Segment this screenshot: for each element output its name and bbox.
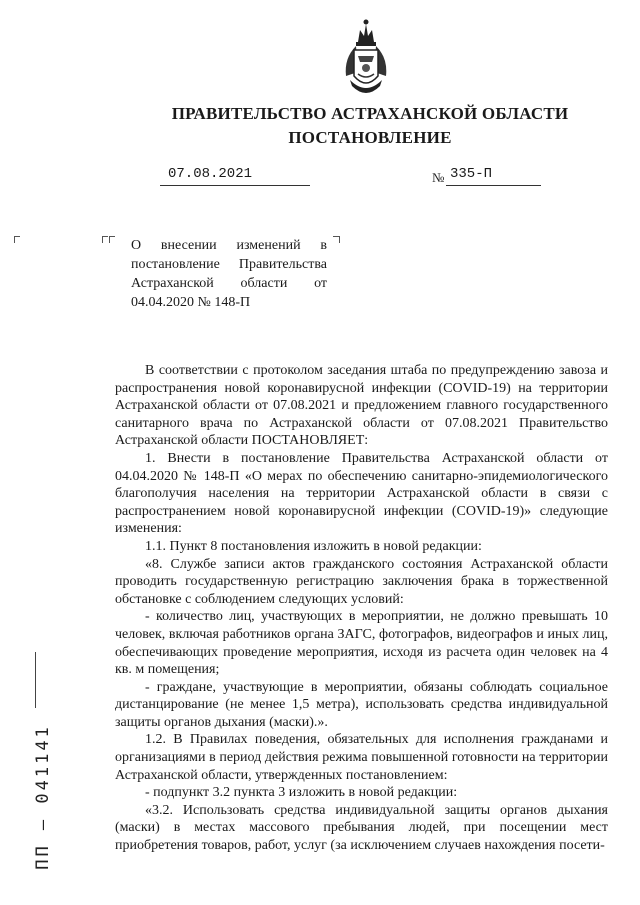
organization-title: ПРАВИТЕЛЬСТВО АСТРАХАНСКОЙ ОБЛАСТИ bbox=[171, 104, 569, 123]
number-underline bbox=[446, 185, 541, 186]
form-serial-number bbox=[28, 712, 58, 882]
body-paragraph: «8. Службе записи актов гражданского состояния Астраханской области проводить государственную регистрацию заключения брака в торжественной обстановке с соблюдением следующих условий: bbox=[115, 556, 608, 607]
subject-corner-mark-right bbox=[333, 236, 340, 243]
margin-corner-mark bbox=[14, 236, 20, 243]
document-subject: О внесении изменений в постановление Правительства Астраханской области от 04.04.2020 № 148-П bbox=[131, 238, 327, 310]
subject-corner-mark-left-2 bbox=[109, 236, 115, 243]
margin-vertical-line bbox=[35, 652, 36, 708]
body-paragraph: - граждане, участвующие в мероприятии, обязаны соблюдать социальное дистанцирование (не менее 1,5 метра), использовать средства индивидуальной защиты органов дыхания (маски).». bbox=[115, 679, 608, 730]
body-paragraph: 1.1. Пункт 8 постановления изложить в новой редакции: bbox=[145, 538, 482, 554]
serial-text: ПП – 041141 bbox=[33, 724, 53, 870]
number-label: № bbox=[432, 170, 445, 185]
document-type-title: ПОСТАНОВЛЕНИЕ bbox=[288, 128, 452, 147]
body-paragraph: 1.2. В Правилах поведения, обязательных для исполнения гражданами и организациями в период действия режима повышенной готовности на территории Астраханской области, утвержденных постановлением: bbox=[115, 732, 608, 783]
body-paragraph: В соответствии с протоколом заседания штаба по предупреждению завоза и распространения новой коронавирусной инфекции (COVID-19) на территории Астраханской области от 07.08.2021 и предложением главного государственного санитарного врача по Астраханской области от 07.08.2021 Правительство Астраханской области ПОСТАНОВЛЯЕТ: bbox=[115, 363, 608, 449]
body-paragraph: - количество лиц, участвующих в мероприятии, не должно превышать 10 человек, включая работников органа ЗАГС, фотографов, видеографов и иных лиц, обеспечивающих проведение мероприятия, исходя из расчета один человек на 4 кв. м помещения; bbox=[115, 609, 608, 678]
document-body bbox=[115, 362, 608, 855]
document-date: 07.08.2021 bbox=[168, 166, 253, 182]
coat-of-arms-emblem bbox=[336, 14, 396, 102]
document-number: 335-П bbox=[450, 166, 493, 182]
body-paragraph: «3.2. Использовать средства индивидуальной защиты органов дыхания (маски) в местах массового пребывания людей, при посещении мест приобретения товаров, работ, услуг (за исключением случаев нахождения посети- bbox=[115, 802, 608, 854]
date-underline bbox=[160, 185, 310, 186]
body-paragraph: - подпункт 3.2 пункта 3 изложить в новой редакции: bbox=[145, 785, 458, 801]
subject-corner-mark-left bbox=[102, 236, 108, 243]
body-paragraph: 1. Внести в постановление Правительства Астраханской области от 04.04.2020 № 148-П «О мерах по обеспечению санитарно-эпидемиологического благополучия населения на территории Астраханской области в связи с распространением новой коронавирусной инфекции (COVID-19)» следующие изменения: bbox=[115, 450, 608, 537]
